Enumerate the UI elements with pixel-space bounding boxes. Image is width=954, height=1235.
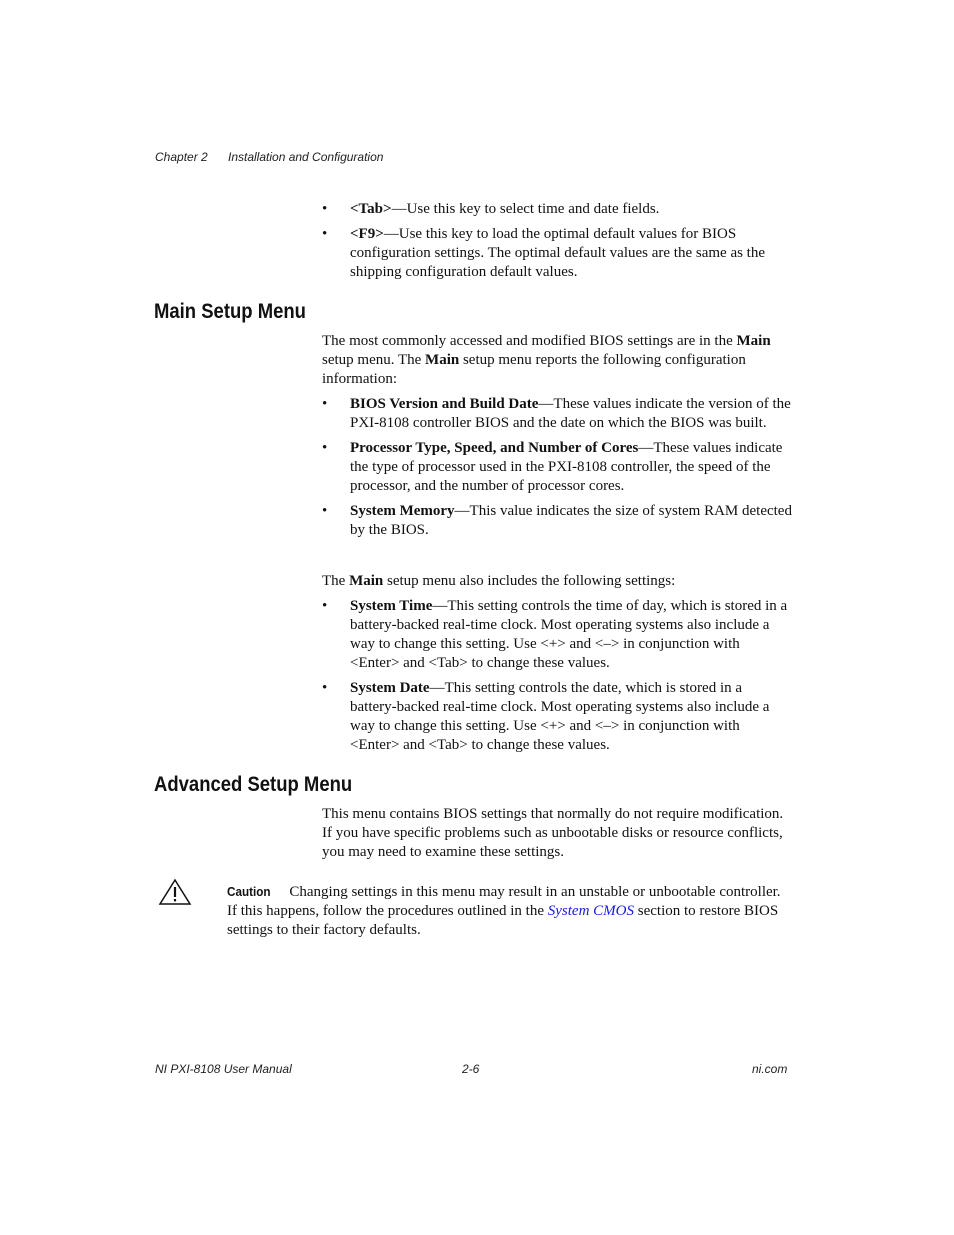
paragraph	[322, 572, 792, 591]
text-run: setup menu. The	[322, 352, 426, 368]
warning-triangle-icon	[158, 878, 192, 906]
section-heading-main-setup: Main Setup Menu	[154, 300, 306, 323]
bullet-text: —Use this key to select time and date fields.	[391, 201, 660, 217]
key-name: <Tab>	[350, 201, 392, 217]
bullet-text: —Use this key to load the optimal default values for BIOS configuration settings. The optimal default values are the same as the shipping configuration default values.	[350, 226, 766, 280]
bullet-text: —This value indicates the size of system RAM detected by the BIOS.	[350, 503, 792, 538]
text-run: setup menu also includes the following settings:	[383, 573, 676, 589]
bullet-term: System Date	[350, 680, 430, 696]
list-item	[322, 225, 792, 282]
bullet-term: System Time	[350, 598, 433, 614]
bold-term: Main	[425, 352, 460, 368]
bullet-term: System Memory	[350, 503, 455, 519]
text-run: setup menu reports the following configuration information:	[322, 352, 746, 387]
main-setup-intro	[322, 332, 792, 389]
list-item	[322, 679, 792, 755]
footer-page-number: 2-6	[462, 1062, 480, 1076]
caution-label: Caution	[227, 884, 271, 899]
bold-term: Main	[736, 333, 771, 349]
text-run: The most commonly accessed and modified BIOS settings are in the	[322, 333, 737, 349]
bullet-glyph: •	[322, 396, 328, 412]
bullet-term: Processor Type, Speed, and Number of Cores	[350, 440, 639, 456]
bold-term: Main	[349, 573, 384, 589]
main-settings-intro	[322, 572, 792, 591]
bullet-term: BIOS Version and Build Date	[350, 396, 539, 412]
list-item	[322, 597, 792, 673]
bullet-glyph: •	[322, 226, 328, 242]
section-heading-advanced-setup: Advanced Setup Menu	[154, 773, 353, 796]
text-run: The	[322, 573, 350, 589]
main-info-bullet-list	[322, 395, 792, 546]
header-chapter: Chapter 2	[155, 150, 208, 164]
bullet-text: —These values indicate the version of the PXI-8108 controller BIOS and the date on which the BIOS was built.	[350, 396, 791, 431]
list-item	[322, 439, 792, 496]
bullet-glyph: •	[322, 503, 328, 519]
list-item	[322, 502, 792, 540]
advanced-setup-intro	[322, 805, 792, 862]
header-title: Installation and Configuration	[228, 150, 384, 164]
system-cmos-link[interactable]: System CMOS	[547, 903, 635, 919]
text-run: Changing settings in this menu may result in an unstable or unbootable controller. If this happens, follow the procedures outlined in the	[227, 884, 781, 919]
main-settings-bullet-list	[322, 597, 792, 761]
text-run: section to restore BIOS settings to their factory defaults.	[227, 903, 779, 938]
bullet-glyph: •	[322, 440, 328, 456]
footer-manual-title: NI PXI-8108 User Manual	[155, 1062, 292, 1076]
bullet-text: —This setting controls the time of day, which is stored in a battery-backed real-time clock. Most operating systems also include a way to change this setting. Use <+> and <–> in conjunction with <Enter> and <Tab> to change these values.	[350, 598, 788, 671]
caution-note	[227, 882, 792, 940]
key-name: <F9>	[350, 226, 384, 242]
bullet-glyph: •	[322, 201, 328, 217]
bullet-text: —This setting controls the date, which is stored in a battery-backed real-time clock. Most operating systems also include a way to change this setting. Use <+> and <–> in conjunction with <Enter> and <Tab> to change these values.	[350, 680, 770, 753]
bullet-text: —These values indicate the type of processor used in the PXI-8108 controller, the speed of the processor, and the number of processor cores.	[350, 440, 783, 494]
paragraph	[322, 332, 792, 389]
intro-bullet-list	[322, 200, 792, 288]
list-item	[322, 200, 792, 219]
footer-website: ni.com	[752, 1062, 788, 1076]
bullet-glyph: •	[322, 598, 328, 614]
bullet-glyph: •	[322, 680, 328, 696]
paragraph: This menu contains BIOS settings that normally do not require modification. If you have specific problems such as unbootable disks or resource conflicts, you may need to examine these settings.	[322, 806, 784, 860]
list-item	[322, 395, 792, 433]
